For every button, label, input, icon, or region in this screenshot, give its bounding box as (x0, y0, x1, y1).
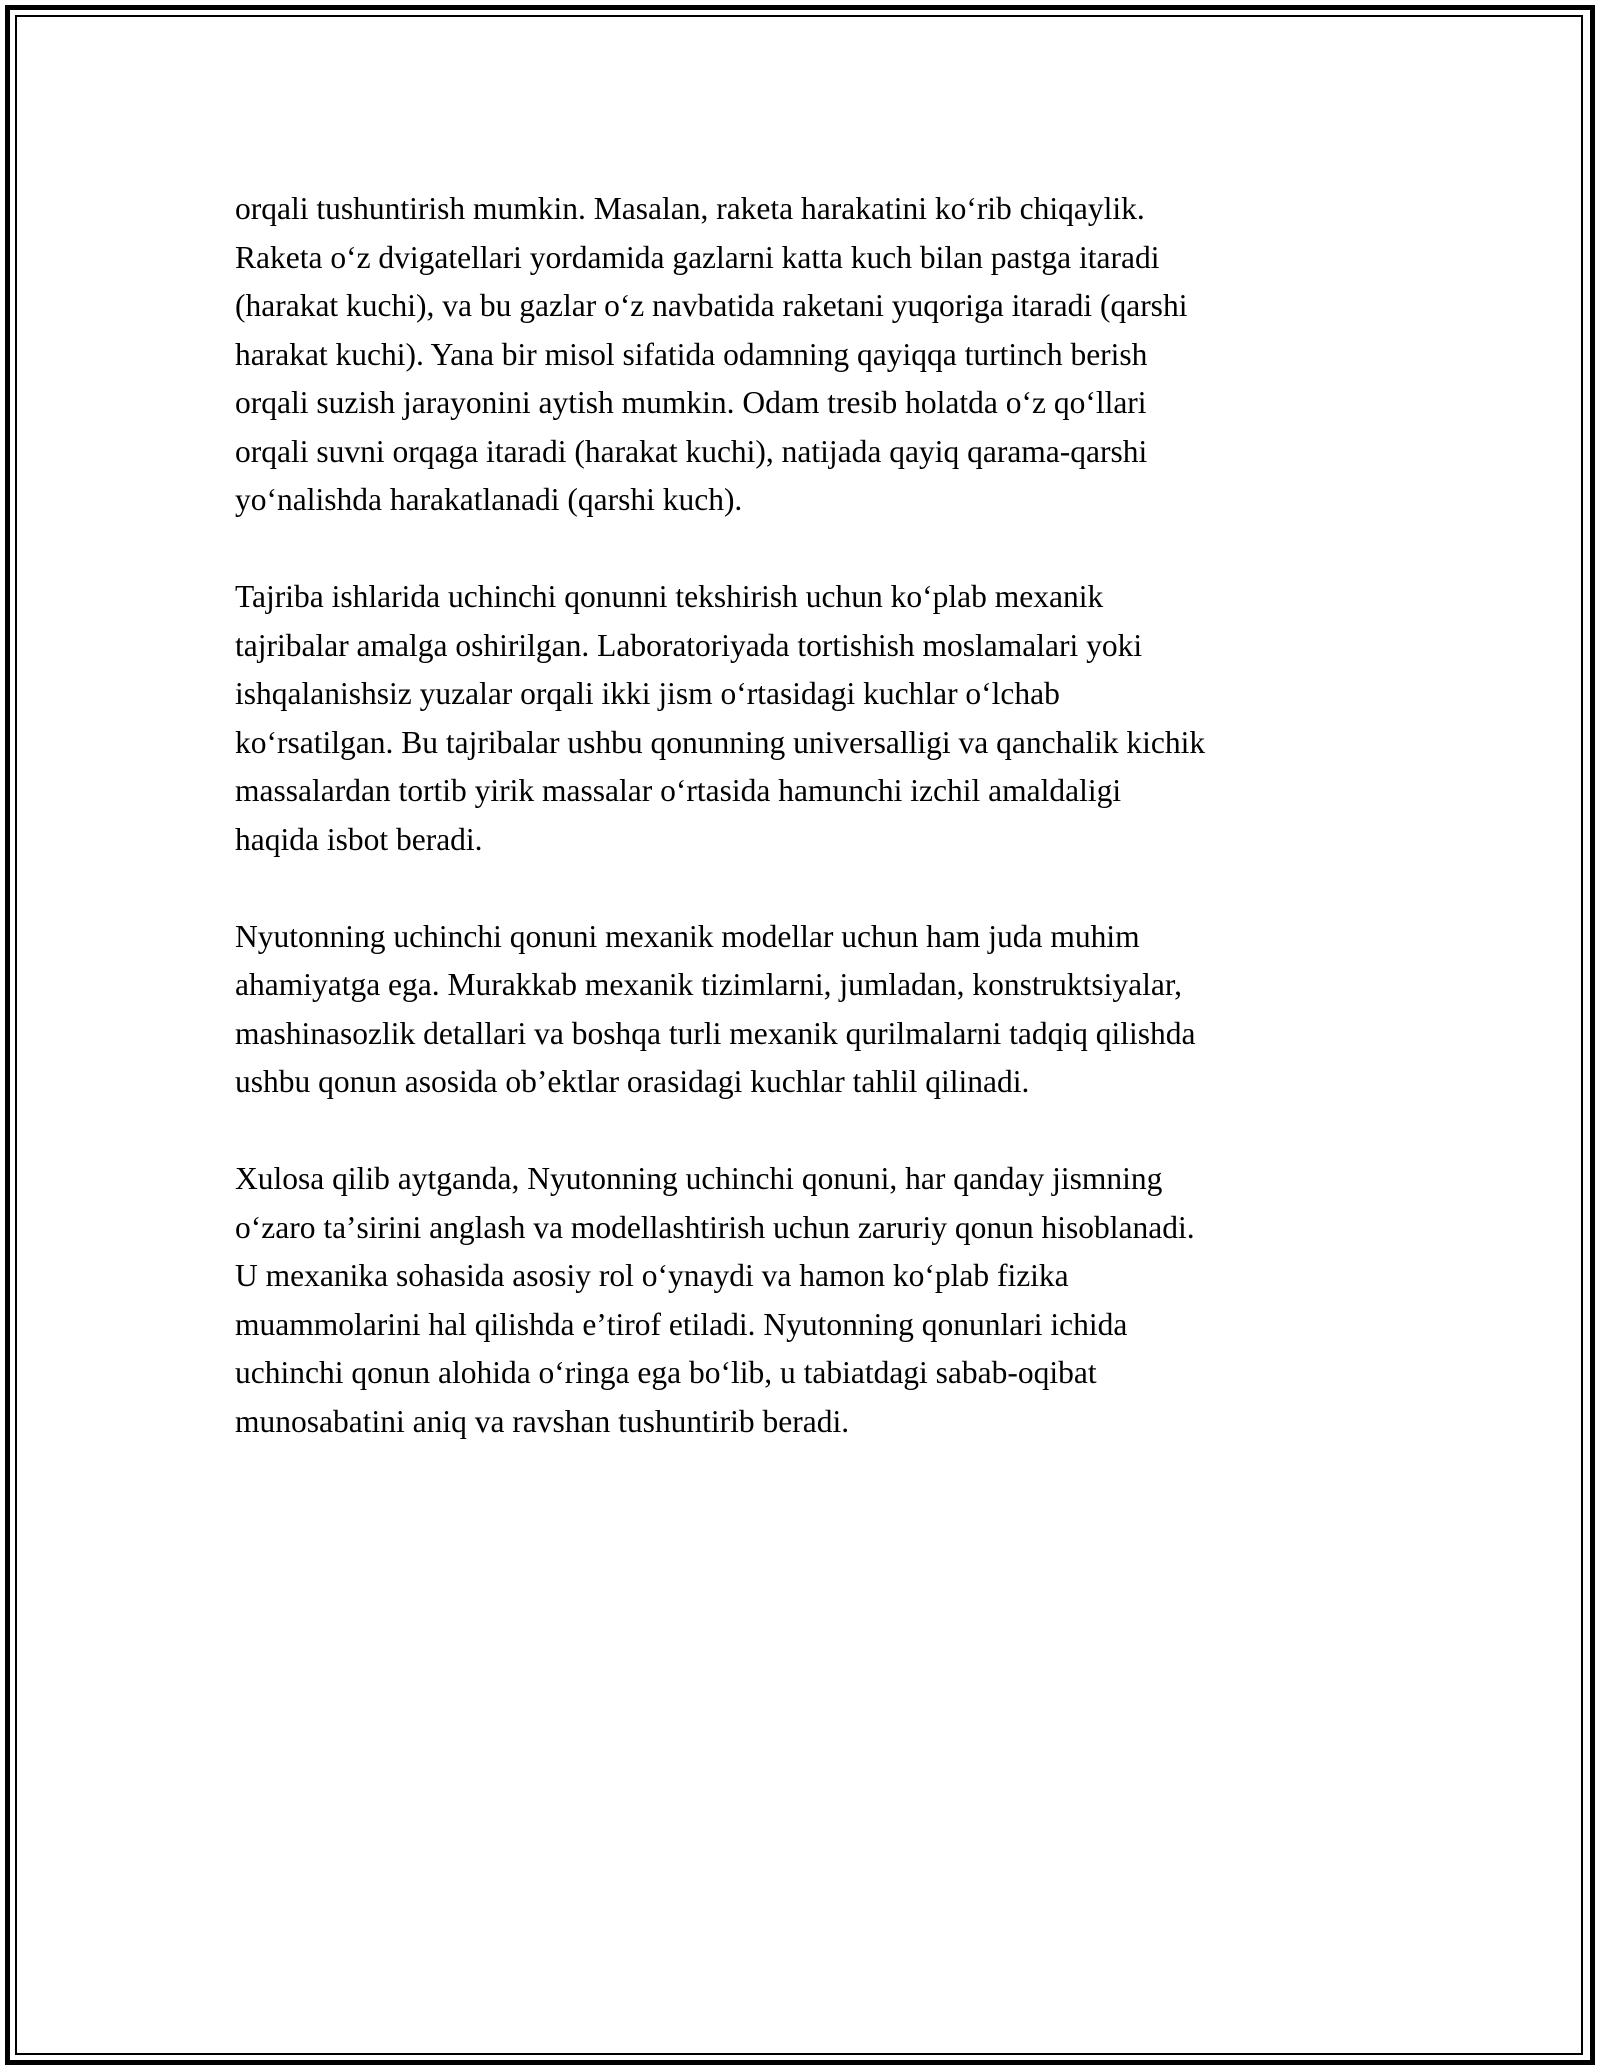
text-line: (harakat kuchi), va bu gazlar oʻz navbatida raketani yuqoriga itaradi (qarshi (235, 288, 1188, 323)
text-line: Raketa oʻz dvigatellari yordamida gazlarni katta kuch bilan pastga itaradi (235, 239, 1160, 275)
document-body (235, 185, 1375, 1495)
text-line: munosabatini aniq va ravshan tushuntirib beradi. (235, 1403, 850, 1439)
text-line: uchinchi qonun alohida oʻringa ega boʻlib, u tabiatdagi sabab-oqibat (235, 1355, 1097, 1390)
text-line: oʻzaro taʼsirini anglash va modellashtirish uchun zaruriy qonun hisoblanadi. (235, 1209, 1195, 1245)
text-line: haqida isbot beradi. (235, 821, 483, 857)
paragraph-mechanical-models (235, 913, 1375, 1107)
text-line: ahamiyatga ega. Murakkab mexanik tizimlarni, jumladan, konstruktsiyalar, (235, 967, 1182, 1002)
text-line: ishqalanishsiz yuzalar orqali ikki jism oʻrtasidagi kuchlar oʻlchab (235, 676, 1060, 711)
text-line: harakat kuchi). Yana bir misol sifatida odamning qayiqqa turtinch berish (235, 336, 1148, 372)
paragraph-conclusion (235, 1155, 1375, 1446)
text-line: Tajriba ishlarida uchinchi qonunni tekshirish uchun koʻplab mexanik (235, 579, 1104, 614)
text-line: massalardan tortib yirik massalar oʻrtasida hamunchi izchil amaldaligi (235, 773, 1122, 808)
text-line: tajribalar amalga oshirilgan. Laboratoriyada tortishish moslamalari yoki (235, 627, 1143, 663)
text-line: Nyutonning uchinchi qonuni mexanik modellar uchun ham juda muhim (235, 918, 1140, 954)
text-line: U mexanika sohasida asosiy rol oʻynaydi va hamon koʻplab fizika (235, 1258, 1069, 1293)
text-line: Xulosa qilib aytganda, Nyutonning uchinchi qonuni, har qanday jismning (235, 1161, 1163, 1196)
text-line: koʻrsatilgan. Bu tajribalar ushbu qonunning universalligi va qanchalik kichik (235, 724, 1206, 760)
text-line: orqali suzish jarayonini aytish mumkin. Odam tresib holatda oʻz qoʻllari (235, 385, 1147, 420)
text-line: mashinasozlik detallari va boshqa turli mexanik qurilmalarni tadqiq qilishda (235, 1015, 1196, 1051)
text-line: yoʻnalishda harakatlanadi (qarshi kuch). (235, 482, 743, 517)
text-line: ushbu qonun asosida obʼektlar orasidagi kuchlar tahlil qilinadi. (235, 1064, 1030, 1099)
paragraph-rocket-example (235, 185, 1375, 525)
paragraph-experiments (235, 573, 1375, 864)
text-line: orqali suvni orqaga itaradi (harakat kuchi), natijada qayiq qarama-qarshi (235, 433, 1148, 469)
text-line: orqali tushuntirish mumkin. Masalan, raketa harakatini koʻrib chiqaylik. (235, 191, 1145, 226)
text-line: muammolarini hal qilishda eʼtirof etiladi. Nyutonning qonunlari ichida (235, 1306, 1128, 1342)
